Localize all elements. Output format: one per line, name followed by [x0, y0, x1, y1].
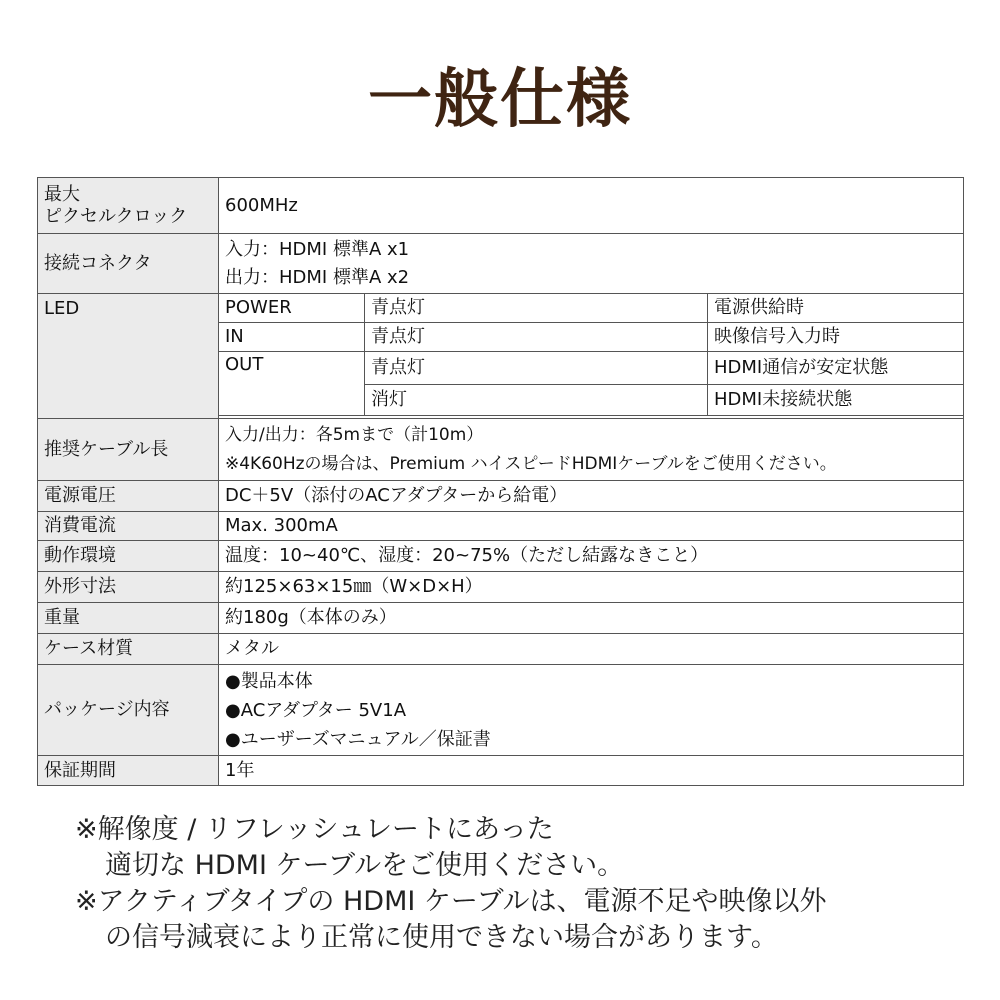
table-row [38, 481, 964, 512]
spec-value: 約125×63×15㎜（W×D×H） [219, 572, 964, 603]
spec-label: 動作環境 [38, 541, 219, 572]
led-state: 青点灯 [365, 323, 708, 352]
led-name: POWER [219, 294, 365, 323]
spec-table [37, 177, 964, 786]
table-row [38, 572, 964, 603]
spec-label: ケース材質 [38, 634, 219, 665]
spec-value: 入力：HDMI 標準A x1 出力：HDMI 標準A x2 [219, 234, 964, 294]
spec-value: メタル [219, 634, 964, 665]
led-desc: HDMI通信が安定状態 [708, 352, 964, 385]
led-desc: 電源供給時 [708, 294, 964, 323]
footnote-line: の信号減衰により正常に使用できない場合があります。 [105, 922, 778, 953]
footnotes [75, 812, 827, 956]
footnote-line: ※アクティブタイプの HDMI ケーブルは、電源不足や映像以外 [75, 886, 827, 917]
spec-label: 推奨ケーブル長 [38, 419, 219, 481]
spec-value: ●製品本体 ●ACアダプター 5V1A ●ユーザーズマニュアル／保証書 [219, 665, 964, 756]
spec-value: DC＋5V（添付のACアダプターから給電） [219, 481, 964, 512]
spec-label: 重量 [38, 603, 219, 634]
led-state: 青点灯 [365, 294, 708, 323]
led-desc: 映像信号入力時 [708, 323, 964, 352]
spec-value: 温度：10~40℃、湿度：20~75%（ただし結露なきこと） [219, 541, 964, 572]
led-desc: HDMI未接続状態 [708, 385, 964, 416]
spec-label: パッケージ内容 [38, 665, 219, 756]
spec-value: 入力/出力：各5mまで（計10m） ※4K60Hzの場合は、Premium ハイスピードHDMIケーブルをご使用ください。 [219, 419, 964, 481]
table-row [38, 665, 964, 756]
table-row [38, 603, 964, 634]
table-row [38, 634, 964, 665]
footnote-line: 適切な HDMI ケーブルをご使用ください。 [105, 850, 625, 881]
spec-value: 600MHz [219, 178, 964, 234]
spec-value: 1年 [219, 756, 964, 786]
table-row [38, 294, 964, 323]
led-name: OUT [219, 352, 365, 416]
table-row [38, 756, 964, 786]
led-name: IN [219, 323, 365, 352]
spec-label: LED [38, 294, 219, 419]
table-row [38, 541, 964, 572]
spec-label: 最大 ピクセルクロック [38, 178, 219, 234]
table-row [38, 178, 964, 234]
spec-label: 保証期間 [38, 756, 219, 786]
table-row [38, 512, 964, 541]
spec-label: 外形寸法 [38, 572, 219, 603]
footnote-line: ※解像度 / リフレッシュレートにあった [75, 814, 554, 845]
spec-label: 電源電圧 [38, 481, 219, 512]
page-title: 一般仕様 [368, 63, 632, 137]
spec-value: Max. 300mA [219, 512, 964, 541]
spec-label: 消費電流 [38, 512, 219, 541]
spec-value: 約180g（本体のみ） [219, 603, 964, 634]
table-row [38, 234, 964, 294]
led-state: 消灯 [365, 385, 708, 416]
spec-label: 接続コネクタ [38, 234, 219, 294]
table-row [38, 419, 964, 481]
led-state: 青点灯 [365, 352, 708, 385]
